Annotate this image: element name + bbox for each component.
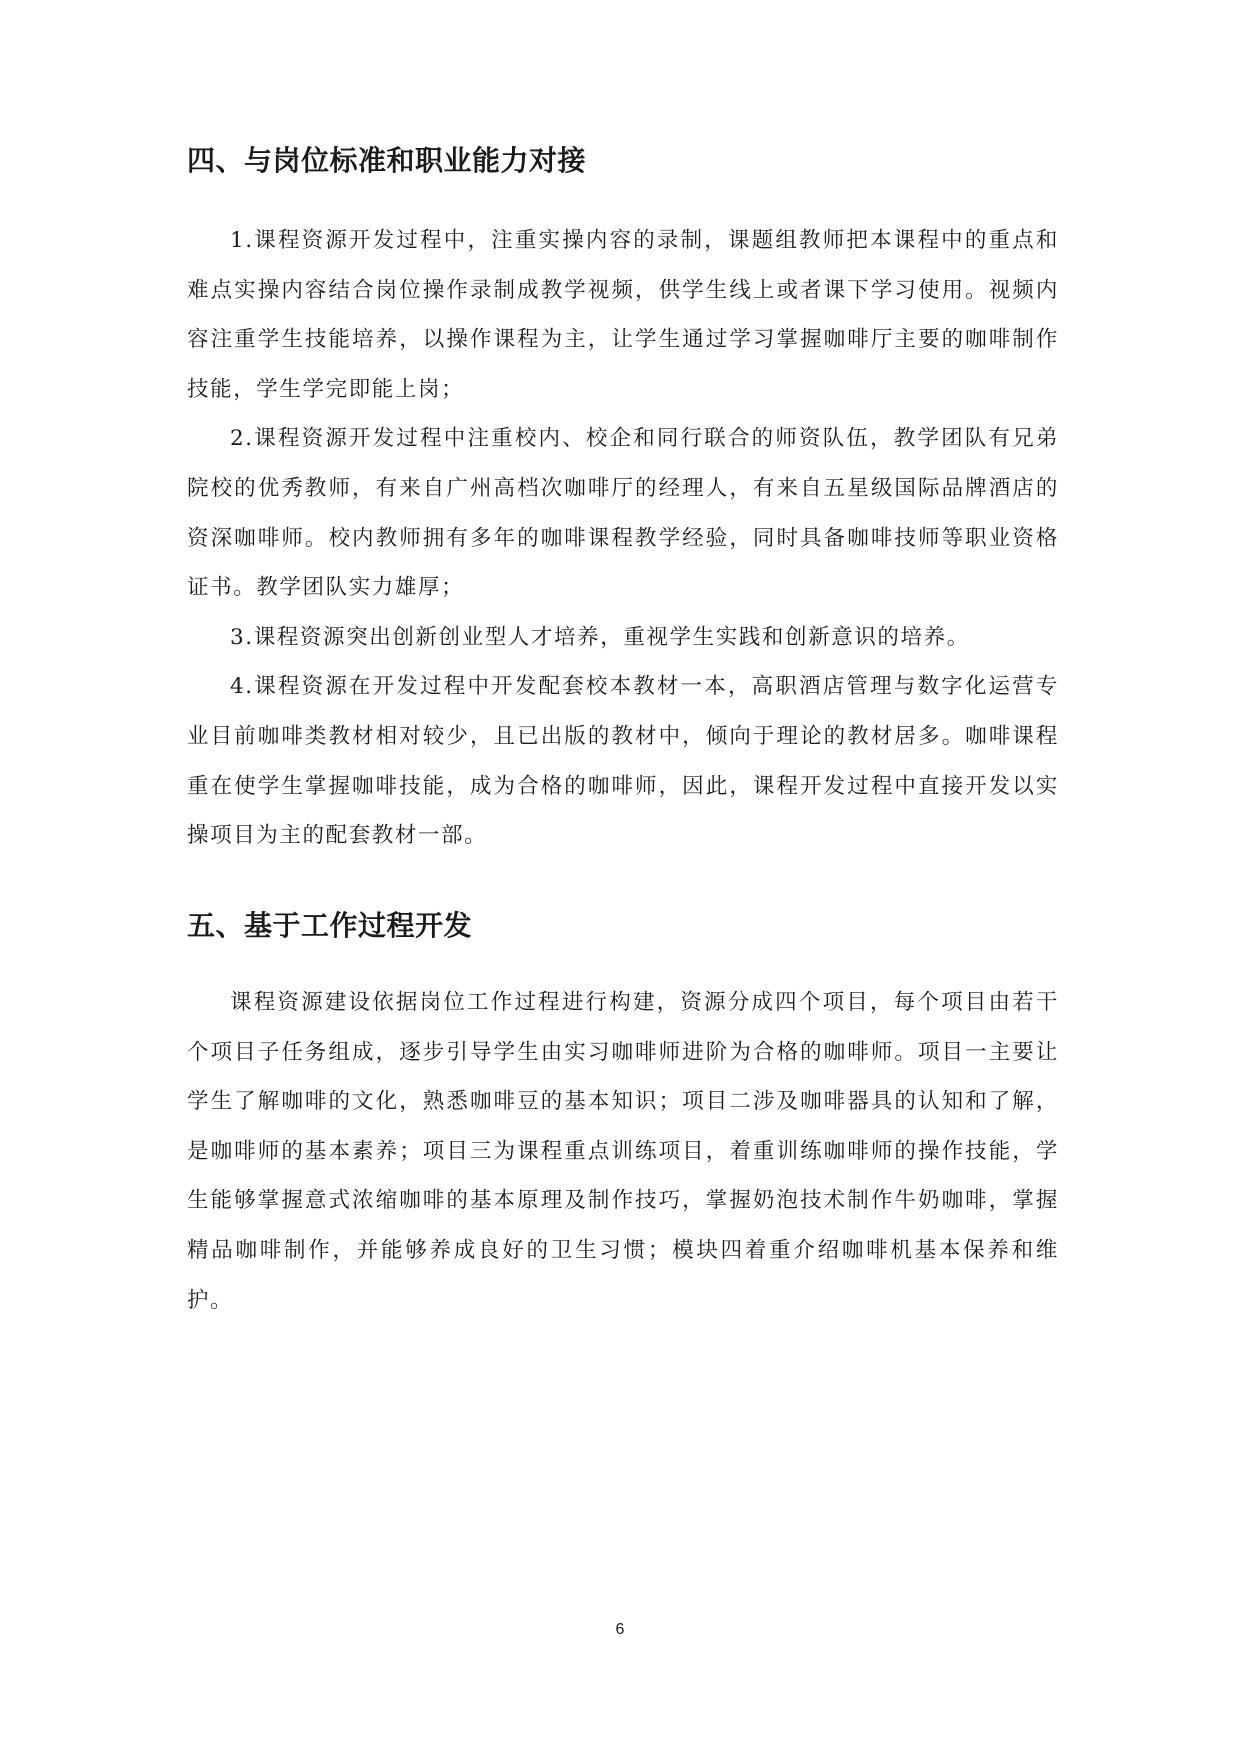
paragraph-item-2: 2.课程资源开发过程中注重校内、校企和同行联合的师资队伍，教学团队有兄弟院校的优秀教师，有来自广州高档次咖啡厅的经理人，有来自五星级国际品牌酒店的资深咖啡师。校内教师拥有多年的咖啡课程教学经验，同时具备咖啡技师等职业资格证书。教学团队实力雄厚； — [187, 426, 1059, 601]
paragraph-item-4: 4.课程资源在开发过程中开发配套校本教材一本，高职酒店管理与数字化运营专业目前咖啡类教材相对较少，且已出版的教材中，倾向于理论的教材居多。咖啡课程重在使学生掌握咖啡技能，成为合格的咖啡师，因此，课程开发过程中直接开发以实操项目为主的配套教材一部。 — [187, 674, 1059, 849]
paragraph-item-3: 3.课程资源突出创新创业型人才培养，重视学生实践和创新意识的培养。 — [230, 624, 970, 650]
section-heading-4: 四、与岗位标准和职业能力对接 — [187, 144, 587, 177]
section-body-4 — [187, 216, 1059, 861]
paragraph-item-1: 1.课程资源开发过程中，注重实操内容的录制，课题组教师把本课程中的重点和难点实操内容结合岗位操作录制成教学视频，供学生线上或者课下学习使用。视频内容注重学生技能培养，以操作课程为主，让学生通过学习掌握咖啡厅主要的咖啡制作技能，学生学完即能上岗； — [187, 228, 1059, 402]
paragraph-work-process: 课程资源建设依据岗位工作过程进行构建，资源分成四个项目，每个项目由若干个项目子任务组成，逐步引导学生由实习咖啡师进阶为合格的咖啡师。项目一主要让学生了解咖啡的文化，熟悉咖啡豆的基本知识；项目二涉及咖啡器具的认知和了解，是咖啡师的基本素养；项目三为课程重点训练项目，着重训练咖啡师的操作技能，学生能够掌握意式浓缩咖啡的基本原理及制作技巧，掌握奶泡技术制作牛奶咖啡，掌握精品咖啡制作，并能够养成良好的卫生习惯；模块四着重介绍咖啡机基本保养和维护。 — [187, 990, 1059, 1313]
page-number: 6 — [615, 1621, 625, 1638]
section-body-5 — [187, 978, 1059, 1325]
section-heading-5: 五、基于工作过程开发 — [187, 909, 473, 942]
